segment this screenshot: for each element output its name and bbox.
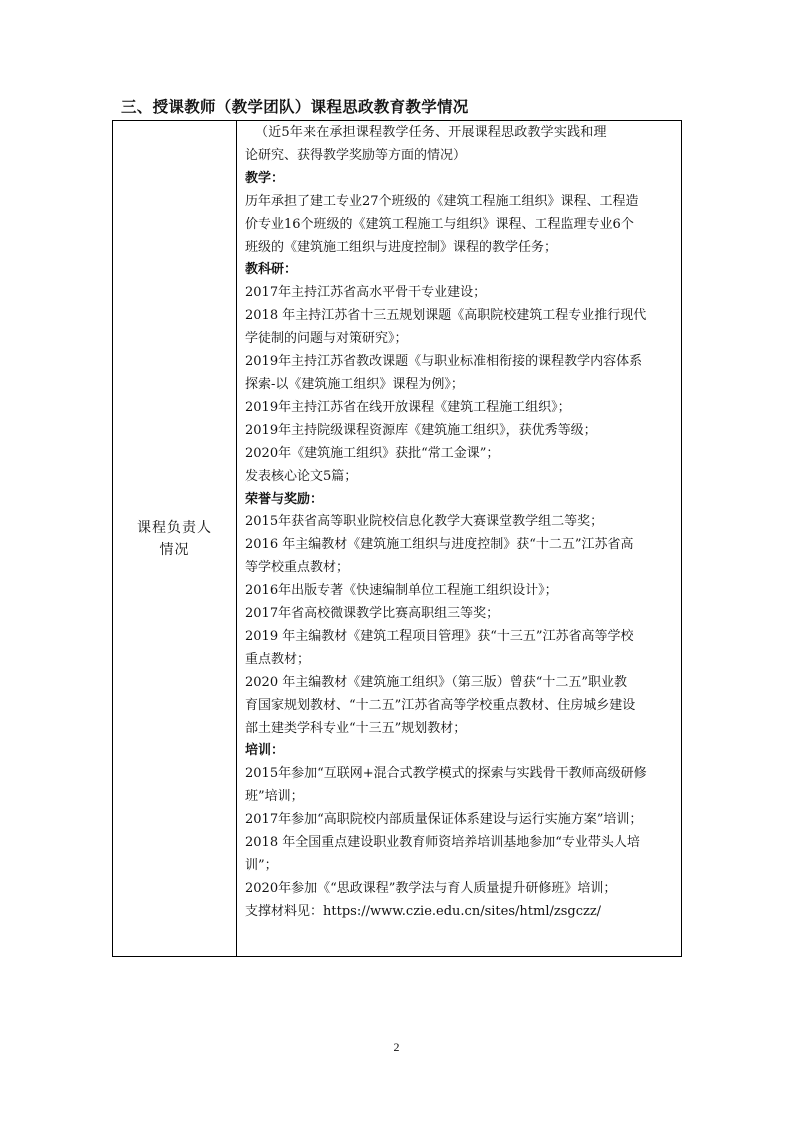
detail-line: 2019年主持院级课程资源库《建筑施工组织》，获优秀等级； [245, 422, 597, 438]
detail-line: 2020年《建筑施工组织》获批“常工金课”； [245, 445, 500, 461]
detail-line: 训”； [245, 858, 278, 873]
category-heading: 培训： [245, 743, 285, 759]
detail-line: 重点教材； [245, 651, 311, 667]
detail-line: 2019年主持江苏省教改课题《与职业标准相衔接的课程教学内容体系 [245, 354, 643, 370]
detail-line: 2017年主持江苏省高水平骨干专业建设； [245, 285, 487, 301]
category-heading: 教科研： [245, 262, 298, 278]
detail-line: 价专业16个班级的《建筑工程施工与组织》课程、工程监理专业6个 [245, 216, 634, 232]
detail-line: 支撑材料见：https://www.czie.edu.cn/sites/html/zsgczz/ [245, 903, 602, 919]
row-label-line-2: 情况 [159, 541, 190, 558]
course-leader-details [237, 121, 682, 957]
detail-line: 论研究、获得教学奖励等方面的情况） [245, 147, 467, 163]
detail-line: 探索-以《建筑施工组织》课程为例》； [245, 376, 464, 392]
category-heading: 荣誉与奖励： [245, 491, 324, 507]
detail-line: 发表核心论文5篇； [245, 468, 358, 484]
detail-line: 2019 年主编教材《建筑工程项目管理》获“十三五”江苏省高等学校 [245, 628, 634, 644]
detail-line: 2017年省高校微课教学比赛高职组三等奖； [245, 606, 500, 622]
section-title: 三、授课教师（教学团队）课程思政教育教学情况 [121, 98, 469, 116]
detail-line: 等学校重点教材； [245, 560, 350, 576]
detail-line: 2018 年全国重点建设职业教育师资培养培训基地参加“专业带头人培 [245, 835, 640, 851]
detail-line: 学徒制的问题与对策研究》； [245, 331, 408, 347]
detail-line: 历年承担了建工专业27个班级的《建筑工程施工组织》课程、工程造 [245, 193, 639, 209]
category-heading: 教学： [245, 170, 285, 186]
teacher-info-table [112, 120, 682, 957]
detail-line: 班”培训； [245, 789, 304, 805]
row-label-line-1: 课程负责人 [137, 519, 212, 536]
detail-line: 班级的《建筑施工组织与进度控制》课程的教学任务； [245, 239, 558, 255]
detail-line: 育国家规划教材、“十二五”江苏省高等学校重点教材、住房城乡建设 [245, 697, 636, 713]
row-label [135, 517, 215, 561]
detail-line: 2016 年主编教材《建筑施工组织与进度控制》获“十二五”江苏省高 [245, 537, 634, 553]
detail-line: 部土建类学科专业“十三五”规划教材； [245, 720, 467, 736]
detail-line: 2020年参加《“思政课程”教学法与育人质量提升研修班》培训； [245, 880, 617, 896]
detail-line: 2018 年主持江苏省十三五规划课题《高职院校建筑工程专业推行现代 [245, 308, 647, 324]
detail-line: 2019年主持江苏省在线开放课程《建筑工程施工组织》； [245, 399, 571, 415]
page-number: 2 [393, 1040, 400, 1054]
course-leader-row [113, 121, 682, 957]
detail-line: 2017年参加“高职院校内部质量保证体系建设与运行实施方案”培训； [245, 812, 643, 828]
detail-line: 2020 年主编教材《建筑施工组织》（第三版）曾获“十二五”职业教 [245, 674, 628, 690]
row-label-cell [113, 121, 237, 957]
detail-line: 2015年获省高等职业院校信息化教学大赛课堂教学组二等奖； [245, 514, 604, 530]
detail-line: （近5年来在承担课程教学任务、开展课程思政教学实践和理 [255, 125, 607, 140]
detail-line: 2016年出版专著《快速编制单位工程施工组织设计》； [245, 583, 558, 599]
detail-line: 2015年参加“互联网+混合式教学模式的探索与实践骨干教师高级研修 [245, 766, 647, 782]
